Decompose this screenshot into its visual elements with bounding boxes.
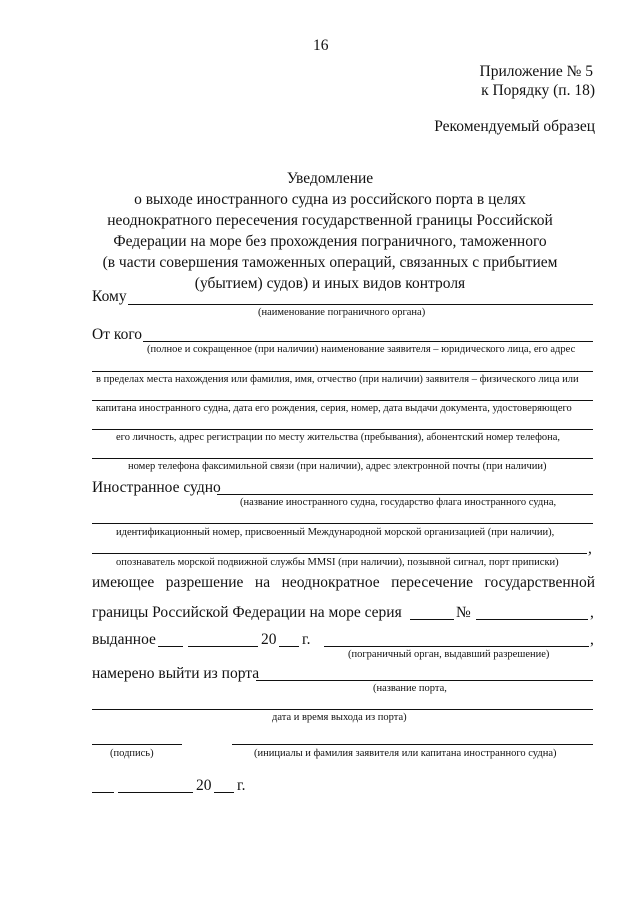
issuing-authority-line[interactable] <box>324 646 589 647</box>
from-field-line-5[interactable] <box>92 458 593 459</box>
date-year-line[interactable] <box>214 792 234 793</box>
vessel-field-line-2[interactable] <box>92 523 593 524</box>
from-hint-2: в пределах места нахождения или фамилия, имя, отчество (при наличии) заявителя – физического лица или <box>96 374 579 385</box>
vessel-hint-1: (название иностранного судна, государство флага иностранного судна, <box>240 497 557 508</box>
order-reference: к Порядку (п. 18) <box>481 82 595 99</box>
document-title <box>80 168 580 294</box>
from-hint-3: капитана иностранного судна, дата его рождения, серия, номер, дата выдачи документа, удостоверяющего <box>96 403 572 414</box>
date-day-line[interactable] <box>92 792 114 793</box>
issued-year-prefix: 20 <box>261 631 277 648</box>
vessel-hint-2: идентификационный номер, присвоенный Международной морской организацией (при наличии), <box>116 527 555 538</box>
issued-hint: (пограничный орган, выдавший разрешение) <box>348 649 550 660</box>
vessel-field-line[interactable] <box>217 494 593 495</box>
from-hint-4: его личность, адрес регистрации по месту жительства (пребывания), абонентский номер телефона, <box>116 432 561 443</box>
title-line: (убытием) судов) и иных видов контроля <box>194 275 466 292</box>
title-line: (в части совершения таможенных операций, связанных с прибытием <box>102 254 558 271</box>
vessel-field-line-3[interactable] <box>92 553 587 554</box>
page-number: 16 <box>313 37 329 54</box>
appendix-label: Приложение № 5 <box>479 63 593 80</box>
permit-comma: , <box>590 604 594 621</box>
initials-line[interactable] <box>232 744 593 745</box>
title-line: о выходе иностранного судна из российского порта в целях <box>134 191 526 208</box>
to-field-line[interactable] <box>128 304 593 305</box>
datetime-hint: дата и время выхода из порта) <box>272 712 407 723</box>
permit-series-line[interactable] <box>410 619 454 620</box>
issued-year-suffix: г. <box>302 631 311 648</box>
date-year-prefix: 20 <box>196 777 212 794</box>
port-label: намерено выйти из порта <box>92 665 260 682</box>
departure-datetime-line[interactable] <box>92 709 593 710</box>
date-month-line[interactable] <box>118 792 193 793</box>
title-main: Уведомление <box>286 170 374 187</box>
issued-day-line[interactable] <box>158 646 183 647</box>
to-label: Кому <box>92 288 127 305</box>
to-hint: (наименование пограничного органа) <box>258 307 426 318</box>
permit-line-2-prefix: границы Российской Федерации на море серия <box>92 604 402 621</box>
permit-line-1: имеющее разрешение на неоднократное пересечение государственной <box>92 574 595 591</box>
date-year-suffix: г. <box>237 777 246 794</box>
port-hint: (название порта, <box>373 683 447 694</box>
from-field-line-2[interactable] <box>92 371 593 372</box>
from-field-line-4[interactable] <box>92 429 593 430</box>
signature-line[interactable] <box>92 744 182 745</box>
issued-label: выданное <box>92 631 156 648</box>
issued-comma: , <box>590 631 594 648</box>
vessel-label: Иностранное судно <box>92 479 221 496</box>
from-field-line[interactable] <box>143 341 593 342</box>
from-label: От кого <box>92 326 143 343</box>
issued-year-line[interactable] <box>279 646 299 647</box>
port-field-line[interactable] <box>256 680 593 681</box>
vessel-comma: , <box>588 540 592 557</box>
initials-hint: (инициалы и фамилия заявителя или капитана иностранного судна) <box>254 748 557 759</box>
title-line: неоднократного пересечения государственной границы Российской <box>107 212 553 229</box>
vessel-hint-3: опознаватель морской подвижной службы MMSI (при наличии), позывной сигнал, порт приписки) <box>116 557 559 568</box>
number-sign: № <box>456 604 471 621</box>
from-hint-5: номер телефона факсимильной связи (при наличии), адрес электронной почты (при наличии) <box>128 461 547 472</box>
signature-hint: (подпись) <box>110 748 154 759</box>
permit-number-line[interactable] <box>476 619 588 620</box>
title-line: Федерации на море без прохождения пограничного, таможенного <box>113 233 547 250</box>
from-hint-1: (полное и сокращенное (при наличии) наименование заявителя – юридического лица, его адрес <box>147 344 576 355</box>
issued-month-line[interactable] <box>188 646 258 647</box>
from-field-line-3[interactable] <box>92 400 593 401</box>
sample-label: Рекомендуемый образец <box>434 118 595 135</box>
